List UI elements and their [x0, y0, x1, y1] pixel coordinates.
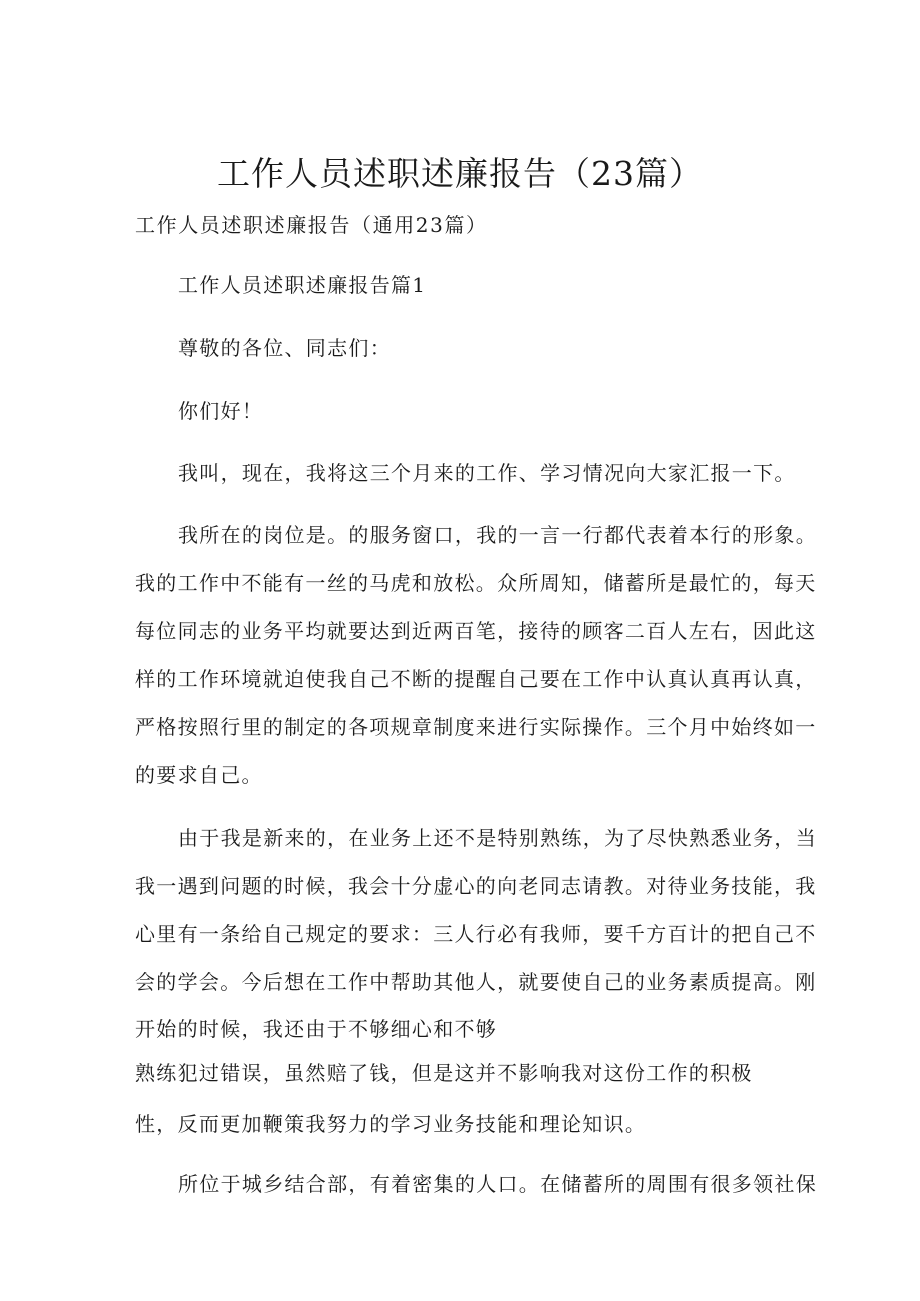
paragraph-line: 熟练犯过错误，虽然赔了钱，但是这并不影响我对这份工作的积极 — [135, 1061, 753, 1085]
paragraph-line: 的要求自己。 — [135, 763, 263, 787]
paragraph-line: 开始的时候，我还由于不够细心和不够 — [135, 1017, 498, 1041]
paragraph-line: 每位同志的业务平均就要达到近两百笔，接待的顾客二百人左右，因此这 — [135, 619, 817, 643]
paragraph-line: 性，反而更加鞭策我努力的学习业务技能和理论知识。 — [135, 1112, 647, 1136]
paragraph-line: 我叫，现在，我将这三个月来的工作、学习情况向大家汇报一下。 — [178, 461, 796, 485]
paragraph-line: 我一遇到问题的时候，我会十分虚心的向老同志请教。对待业务技能，我 — [135, 874, 817, 898]
paragraph-line: 严格按照行里的制定的各项规章制度来进行实际操作。三个月中始终如一 — [135, 715, 817, 739]
paragraph-line: 心里有一条给自己规定的要求：三人行必有我师，要千方百计的把自己不 — [135, 922, 817, 946]
paragraph-line: 由于我是新来的，在业务上还不是特别熟练，为了尽快熟悉业务，当 — [178, 826, 817, 850]
paragraph-line: 我的工作中不能有一丝的马虎和放松。众所周知，储蓄所是最忙的，每天 — [135, 571, 817, 595]
section-heading: 工作人员述职述廉报告篇1 — [178, 273, 427, 297]
paragraph-line: 样的工作环境就迫使我自己不断的提醒自己要在工作中认真认真再认真， — [135, 667, 817, 691]
paragraph-line: 所位于城乡结合部，有着密集的人口。在储蓄所的周围有很多领社保 — [178, 1172, 817, 1196]
salutation: 尊敬的各位、同志们： — [178, 336, 391, 360]
document-subtitle: 工作人员述职述廉报告（通用23篇） — [135, 213, 488, 237]
document-title: 工作人员述职述廉报告（23篇） — [217, 154, 703, 193]
paragraph-line: 我所在的岗位是。的服务窗口，我的一言一行都代表着本行的形象。 — [178, 523, 817, 547]
greeting: 你们好！ — [178, 399, 264, 423]
paragraph-line: 会的学会。今后想在工作中帮助其他人，就要使自己的业务素质提高。刚 — [135, 970, 817, 994]
